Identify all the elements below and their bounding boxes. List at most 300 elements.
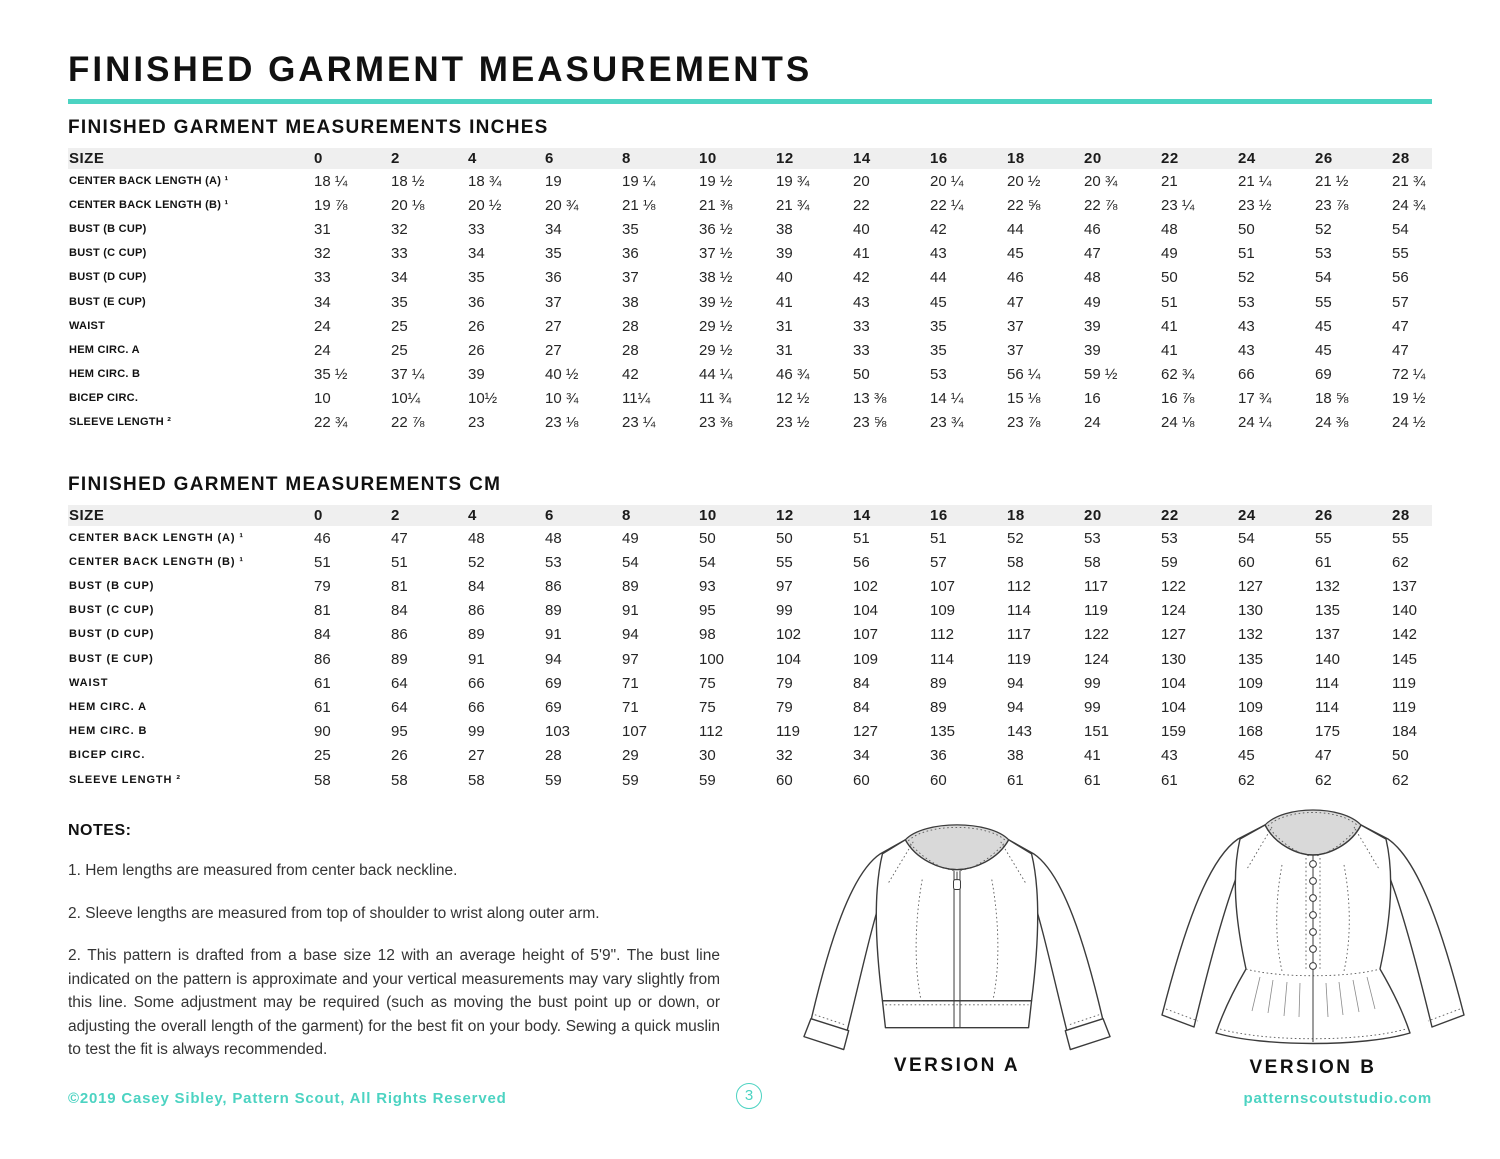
footer-website: patternscoutstudio.com bbox=[1243, 1090, 1432, 1107]
size-header-cell: 16 bbox=[929, 148, 1006, 169]
measurement-cell: 61 bbox=[1084, 771, 1101, 789]
measurement-cell: 21 ¾ bbox=[776, 196, 810, 214]
measurement-cell: 46 bbox=[314, 529, 331, 547]
measurement-cell: 43 bbox=[1238, 317, 1255, 335]
measurement-cell: 114 bbox=[930, 650, 954, 668]
measurement-cell: 47 bbox=[391, 529, 408, 547]
measurement-cell: 69 bbox=[545, 698, 562, 716]
measurement-cell: 52 bbox=[1238, 269, 1255, 287]
measurement-cell: 42 bbox=[930, 220, 947, 238]
size-header-cell: 28 bbox=[1391, 505, 1432, 526]
measurement-cell: 39 bbox=[776, 245, 793, 263]
measurement-cell: 34 bbox=[853, 747, 870, 765]
row-label: BUST (C CUP) bbox=[69, 247, 147, 260]
measurement-cell: 43 bbox=[853, 293, 870, 311]
measurement-cell: 35 bbox=[930, 317, 947, 335]
measurement-cell: 48 bbox=[545, 529, 562, 547]
row-label: HEM CIRC. B bbox=[69, 725, 148, 738]
measurement-row bbox=[68, 671, 1432, 695]
size-header-cell: 20 bbox=[1083, 505, 1160, 526]
measurement-cell: 59 bbox=[545, 771, 562, 789]
measurement-cell: 19 bbox=[545, 172, 562, 190]
measurement-cell: 35 ½ bbox=[314, 366, 348, 384]
measurement-cell: 34 bbox=[468, 245, 485, 263]
measurement-cell: 104 bbox=[1161, 698, 1187, 716]
row-label: WAIST bbox=[69, 319, 106, 332]
measurement-cell: 38 bbox=[1007, 747, 1024, 765]
measurement-cell: 37 ¼ bbox=[391, 366, 425, 384]
measurement-row bbox=[68, 695, 1432, 719]
measurement-cell: 23 ⅜ bbox=[699, 414, 733, 432]
measurement-cell: 28 bbox=[545, 747, 562, 765]
measurement-cell: 91 bbox=[622, 602, 639, 620]
measurement-cell: 32 bbox=[314, 245, 331, 263]
inches-measurement-table bbox=[68, 148, 1432, 435]
measurement-cell: 58 bbox=[314, 771, 331, 789]
measurement-cell: 22 ¾ bbox=[314, 414, 348, 432]
size-header-cell: 24 bbox=[1237, 148, 1314, 169]
measurement-cell: 61 bbox=[314, 674, 331, 692]
size-header-cell: 0 bbox=[313, 505, 390, 526]
measurement-cell: 51 bbox=[1238, 245, 1255, 263]
measurement-cell: 36 bbox=[622, 245, 639, 263]
measurement-cell: 20 ½ bbox=[1007, 172, 1041, 190]
measurement-cell: 33 bbox=[468, 220, 485, 238]
size-header-cell: 18 bbox=[1006, 505, 1083, 526]
measurement-cell: 109 bbox=[1238, 698, 1264, 716]
measurement-cell: 28 bbox=[622, 341, 639, 359]
measurement-row bbox=[68, 169, 1432, 193]
measurement-cell: 107 bbox=[930, 578, 956, 596]
measurement-row bbox=[68, 647, 1432, 671]
measurement-cell: 51 bbox=[314, 553, 331, 571]
measurement-cell: 81 bbox=[314, 602, 331, 620]
measurement-cell: 50 bbox=[1392, 747, 1409, 765]
measurement-cell: 24 ⅜ bbox=[1315, 414, 1349, 432]
measurement-cell: 22 ⅝ bbox=[1007, 196, 1041, 214]
measurement-cell: 117 bbox=[1084, 578, 1108, 596]
measurement-row bbox=[68, 526, 1432, 550]
measurement-cell: 11 ¾ bbox=[699, 390, 732, 408]
measurement-cell: 62 bbox=[1392, 771, 1409, 789]
measurement-cell: 69 bbox=[545, 674, 562, 692]
measurement-cell: 56 ¼ bbox=[1007, 366, 1041, 384]
measurement-cell: 119 bbox=[1084, 602, 1108, 620]
measurement-cell: 132 bbox=[1238, 626, 1264, 644]
measurement-cell: 79 bbox=[776, 674, 793, 692]
measurement-cell: 39 bbox=[1084, 317, 1101, 335]
measurement-cell: 24 ¼ bbox=[1238, 414, 1272, 432]
measurement-cell: 57 bbox=[930, 553, 947, 571]
row-label: HEM CIRC. A bbox=[69, 343, 140, 356]
measurement-row bbox=[68, 314, 1432, 338]
measurement-cell: 98 bbox=[699, 626, 716, 644]
page-title: FINISHED GARMENT MEASUREMENTS bbox=[68, 50, 813, 89]
size-header-cell: 10 bbox=[698, 148, 775, 169]
size-header-cell: 14 bbox=[852, 148, 929, 169]
measurement-cell: 60 bbox=[930, 771, 947, 789]
version-a-label: VERSION A bbox=[893, 1054, 1021, 1076]
measurement-cell: 30 bbox=[699, 747, 716, 765]
measurement-cell: 53 bbox=[1161, 529, 1178, 547]
measurement-cell: 14 ¼ bbox=[930, 390, 964, 408]
measurement-cell: 41 bbox=[1084, 747, 1101, 765]
measurement-cell: 54 bbox=[1392, 220, 1409, 238]
size-header-cell: 16 bbox=[929, 505, 1006, 526]
size-header-cell: 14 bbox=[852, 505, 929, 526]
measurement-cell: 20 ½ bbox=[468, 196, 502, 214]
version-a-illustration bbox=[793, 810, 1121, 1077]
measurement-cell: 50 bbox=[1161, 269, 1178, 287]
measurement-cell: 66 bbox=[468, 698, 485, 716]
measurement-row bbox=[68, 768, 1432, 792]
measurement-cell: 130 bbox=[1161, 650, 1187, 668]
measurement-cell: 10½ bbox=[468, 390, 498, 408]
note-item: 2. Sleeve lengths are measured from top of shoulder to wrist along outer arm. bbox=[68, 904, 600, 922]
measurement-cell: 16 ⅞ bbox=[1161, 390, 1195, 408]
measurement-cell: 48 bbox=[1161, 220, 1178, 238]
measurement-cell: 109 bbox=[930, 602, 956, 620]
measurement-cell: 51 bbox=[1161, 293, 1178, 311]
measurement-cell: 58 bbox=[1084, 553, 1101, 571]
row-label: CENTER BACK LENGTH (B) ¹ bbox=[69, 198, 229, 211]
measurement-cell: 127 bbox=[1238, 578, 1264, 596]
measurement-cell: 39 bbox=[1084, 341, 1101, 359]
measurement-cell: 119 bbox=[1392, 698, 1416, 716]
measurement-cell: 64 bbox=[391, 698, 408, 716]
measurement-cell: 47 bbox=[1392, 341, 1409, 359]
row-label: BUST (D CUP) bbox=[69, 271, 147, 284]
measurement-cell: 58 bbox=[468, 771, 485, 789]
measurement-cell: 91 bbox=[468, 650, 485, 668]
size-header-cell: 24 bbox=[1237, 505, 1314, 526]
measurement-cell: 22 ¼ bbox=[930, 196, 964, 214]
row-label: CENTER BACK LENGTH (A) ¹ bbox=[69, 174, 229, 187]
measurement-cell: 168 bbox=[1238, 723, 1264, 741]
measurement-cell: 55 bbox=[1392, 245, 1409, 263]
measurement-cell: 145 bbox=[1392, 650, 1418, 668]
measurement-cell: 60 bbox=[776, 771, 793, 789]
measurement-cell: 57 bbox=[1392, 293, 1409, 311]
measurement-cell: 47 bbox=[1007, 293, 1024, 311]
measurement-cell: 27 bbox=[545, 341, 562, 359]
measurement-cell: 21 bbox=[1161, 172, 1178, 190]
measurement-cell: 40 ½ bbox=[545, 366, 579, 384]
measurement-cell: 34 bbox=[314, 293, 331, 311]
measurement-cell: 94 bbox=[1007, 698, 1024, 716]
measurement-cell: 61 bbox=[314, 698, 331, 716]
measurement-cell: 44 bbox=[1007, 220, 1024, 238]
measurement-cell: 61 bbox=[1161, 771, 1178, 789]
measurement-row bbox=[68, 242, 1432, 266]
measurement-cell: 31 bbox=[776, 317, 793, 335]
measurement-row bbox=[68, 550, 1432, 574]
measurement-cell: 45 bbox=[1315, 341, 1332, 359]
measurement-cell: 12 ½ bbox=[776, 390, 810, 408]
measurement-cell: 86 bbox=[468, 602, 485, 620]
measurement-row bbox=[68, 387, 1432, 411]
measurement-cell: 24 ¾ bbox=[1392, 196, 1426, 214]
size-header-cell: 12 bbox=[775, 148, 852, 169]
measurement-cell: 40 bbox=[853, 220, 870, 238]
measurement-cell: 84 bbox=[853, 698, 870, 716]
measurement-cell: 55 bbox=[1315, 529, 1332, 547]
measurement-cell: 132 bbox=[1315, 578, 1341, 596]
measurement-cell: 29 ½ bbox=[699, 341, 733, 359]
measurement-cell: 100 bbox=[699, 650, 725, 668]
measurement-cell: 135 bbox=[930, 723, 956, 741]
measurement-cell: 35 bbox=[622, 220, 639, 238]
measurement-cell: 112 bbox=[1007, 578, 1031, 596]
measurement-cell: 24 bbox=[1084, 414, 1101, 432]
measurement-cell: 54 bbox=[622, 553, 639, 571]
measurement-cell: 38 bbox=[622, 293, 639, 311]
measurement-cell: 69 bbox=[1315, 366, 1332, 384]
measurement-cell: 109 bbox=[853, 650, 879, 668]
measurement-cell: 72 ¼ bbox=[1392, 366, 1426, 384]
measurement-cell: 19 ⅞ bbox=[314, 196, 348, 214]
measurement-row bbox=[68, 193, 1432, 217]
measurement-cell: 24 bbox=[314, 317, 331, 335]
row-label: BUST (B CUP) bbox=[69, 580, 155, 593]
row-label: BUST (B CUP) bbox=[69, 222, 147, 235]
measurement-cell: 89 bbox=[930, 698, 947, 716]
row-label: WAIST bbox=[69, 676, 109, 689]
measurement-cell: 71 bbox=[622, 674, 639, 692]
measurement-cell: 13 ⅜ bbox=[853, 390, 887, 408]
measurement-cell: 33 bbox=[314, 269, 331, 287]
measurement-cell: 26 bbox=[468, 317, 485, 335]
measurement-cell: 97 bbox=[622, 650, 639, 668]
footer-copyright: ©2019 Casey Sibley, Pattern Scout, All Rights Reserved bbox=[68, 1090, 507, 1107]
measurement-cell: 10¼ bbox=[391, 390, 421, 408]
measurement-cell: 35 bbox=[468, 269, 485, 287]
note-item: 2. This pattern is drafted from a base size 12 with an average height of 5'9". The bust line indicated on the pattern is approximate and your vertical measurements may vary slightly from this line. Some adjustment may be required (such as moving the bust point up or down, or adjusting the overall length of the garment) for the best fit on your body. Sewing a quick muslin to test the fit is always recommended. bbox=[68, 947, 720, 1059]
version-b-label: VERSION B bbox=[1249, 1057, 1377, 1078]
size-header-cell: 0 bbox=[313, 148, 390, 169]
measurement-cell: 58 bbox=[391, 771, 408, 789]
measurement-cell: 71 bbox=[622, 698, 639, 716]
measurement-cell: 26 bbox=[468, 341, 485, 359]
measurement-cell: 81 bbox=[391, 578, 408, 596]
measurement-cell: 51 bbox=[930, 529, 947, 547]
measurement-cell: 55 bbox=[776, 553, 793, 571]
size-header-cell: 20 bbox=[1083, 148, 1160, 169]
size-header-cell: 26 bbox=[1314, 505, 1391, 526]
measurement-cell: 124 bbox=[1084, 650, 1110, 668]
measurement-cell: 23 bbox=[468, 414, 485, 432]
measurement-cell: 28 bbox=[622, 317, 639, 335]
row-label: BUST (C CUP) bbox=[69, 604, 155, 617]
size-header-cell: 4 bbox=[467, 148, 544, 169]
size-header-cell: 4 bbox=[467, 505, 544, 526]
measurement-cell: 48 bbox=[468, 529, 485, 547]
measurement-cell: 38 bbox=[776, 220, 793, 238]
size-header-row bbox=[68, 148, 1432, 169]
measurement-cell: 90 bbox=[314, 723, 331, 741]
measurement-cell: 89 bbox=[930, 674, 947, 692]
measurement-cell: 35 bbox=[545, 245, 562, 263]
measurement-cell: 99 bbox=[468, 723, 485, 741]
measurement-cell: 60 bbox=[853, 771, 870, 789]
size-header-cell: 2 bbox=[390, 148, 467, 169]
measurement-cell: 41 bbox=[853, 245, 870, 263]
measurement-cell: 46 ¾ bbox=[776, 366, 810, 384]
measurement-cell: 19 ¼ bbox=[622, 172, 656, 190]
measurement-cell: 45 bbox=[1007, 245, 1024, 263]
measurement-cell: 59 bbox=[622, 771, 639, 789]
measurement-row bbox=[68, 290, 1432, 314]
measurement-cell: 114 bbox=[1315, 674, 1339, 692]
note-item: 1. Hem lengths are measured from center back neckline. bbox=[68, 862, 458, 880]
measurement-cell: 18 ⅝ bbox=[1315, 390, 1349, 408]
measurement-cell: 62 ¾ bbox=[1161, 366, 1195, 384]
measurement-cell: 35 bbox=[930, 341, 947, 359]
measurement-cell: 103 bbox=[545, 723, 571, 741]
measurement-cell: 55 bbox=[1315, 293, 1332, 311]
measurement-cell: 107 bbox=[622, 723, 648, 741]
measurement-cell: 114 bbox=[1315, 698, 1339, 716]
measurement-cell: 32 bbox=[776, 747, 793, 765]
measurement-cell: 112 bbox=[699, 723, 723, 741]
measurement-cell: 95 bbox=[699, 602, 716, 620]
measurement-cell: 102 bbox=[776, 626, 802, 644]
measurement-cell: 109 bbox=[1238, 674, 1264, 692]
measurement-cell: 135 bbox=[1315, 602, 1341, 620]
measurement-cell: 143 bbox=[1007, 723, 1033, 741]
measurement-cell: 112 bbox=[930, 626, 954, 644]
measurement-cell: 107 bbox=[853, 626, 879, 644]
measurement-cell: 19 ½ bbox=[699, 172, 733, 190]
measurement-cell: 43 bbox=[930, 245, 947, 263]
measurement-cell: 52 bbox=[468, 553, 485, 571]
measurement-cell: 75 bbox=[699, 674, 716, 692]
measurement-cell: 46 bbox=[1007, 269, 1024, 287]
size-header-cell: 6 bbox=[544, 505, 621, 526]
measurement-cell: 23 ¼ bbox=[622, 414, 656, 432]
size-header-cell: 6 bbox=[544, 148, 621, 169]
size-header-cell: 8 bbox=[621, 148, 698, 169]
measurement-cell: 56 bbox=[1392, 269, 1409, 287]
size-header-cell: 12 bbox=[775, 505, 852, 526]
measurement-cell: 124 bbox=[1161, 602, 1187, 620]
measurement-cell: 184 bbox=[1392, 723, 1418, 741]
measurement-cell: 22 ⅞ bbox=[1084, 196, 1118, 214]
measurement-cell: 159 bbox=[1161, 723, 1187, 741]
measurement-cell: 32 bbox=[391, 220, 408, 238]
measurement-cell: 50 bbox=[699, 529, 716, 547]
measurement-cell: 25 bbox=[314, 747, 331, 765]
measurement-cell: 130 bbox=[1238, 602, 1264, 620]
measurement-cell: 19 ¾ bbox=[776, 172, 810, 190]
size-header-cell: 22 bbox=[1160, 505, 1237, 526]
button-front-peplum-jacket-drawing bbox=[1148, 797, 1478, 1055]
measurement-cell: 47 bbox=[1084, 245, 1101, 263]
row-label: HEM CIRC. A bbox=[69, 700, 147, 713]
measurement-cell: 43 bbox=[1238, 341, 1255, 359]
measurement-cell: 52 bbox=[1315, 220, 1332, 238]
measurement-cell: 23 ⅞ bbox=[1315, 196, 1349, 214]
size-header-cell: 28 bbox=[1391, 148, 1432, 169]
measurement-cell: 64 bbox=[391, 674, 408, 692]
measurement-cell: 20 ¾ bbox=[545, 196, 579, 214]
measurement-cell: 18 ¼ bbox=[314, 172, 348, 190]
measurement-cell: 15 ⅛ bbox=[1007, 390, 1041, 408]
measurement-cell: 23 ½ bbox=[776, 414, 810, 432]
measurement-cell: 24 ½ bbox=[1392, 414, 1426, 432]
measurement-cell: 17 ¾ bbox=[1238, 390, 1272, 408]
measurement-cell: 50 bbox=[1238, 220, 1255, 238]
measurement-cell: 79 bbox=[776, 698, 793, 716]
measurement-cell: 89 bbox=[391, 650, 408, 668]
measurement-row bbox=[68, 623, 1432, 647]
measurement-cell: 122 bbox=[1161, 578, 1187, 596]
measurement-cell: 52 bbox=[1007, 529, 1024, 547]
measurement-cell: 62 bbox=[1315, 771, 1332, 789]
measurement-cell: 46 bbox=[1084, 220, 1101, 238]
measurement-cell: 94 bbox=[1007, 674, 1024, 692]
measurement-cell: 86 bbox=[391, 626, 408, 644]
measurement-cell: 97 bbox=[776, 578, 793, 596]
measurement-cell: 127 bbox=[1161, 626, 1187, 644]
measurement-cell: 84 bbox=[468, 578, 485, 596]
measurement-cell: 27 bbox=[468, 747, 485, 765]
measurement-cell: 39 bbox=[468, 366, 485, 384]
measurement-cell: 21 ¾ bbox=[1392, 172, 1426, 190]
measurement-cell: 50 bbox=[853, 366, 870, 384]
measurement-cell: 44 ¼ bbox=[699, 366, 733, 384]
measurement-row bbox=[68, 599, 1432, 623]
measurement-cell: 104 bbox=[1161, 674, 1187, 692]
row-label: BUST (E CUP) bbox=[69, 652, 154, 665]
measurement-cell: 33 bbox=[391, 245, 408, 263]
notes-list bbox=[68, 859, 720, 1062]
measurement-cell: 84 bbox=[391, 602, 408, 620]
measurement-cell: 104 bbox=[776, 650, 802, 668]
measurement-cell: 37 bbox=[545, 293, 562, 311]
size-column-label: SIZE bbox=[68, 148, 313, 169]
measurement-cell: 39 ½ bbox=[699, 293, 733, 311]
notes-heading: NOTES: bbox=[68, 822, 132, 840]
cm-table-title: FINISHED GARMENT MEASUREMENTS CM bbox=[68, 474, 502, 496]
measurement-cell: 43 bbox=[1161, 747, 1178, 765]
measurement-cell: 47 bbox=[1392, 317, 1409, 335]
measurement-cell: 27 bbox=[545, 317, 562, 335]
measurement-cell: 119 bbox=[1392, 674, 1416, 692]
measurement-cell: 36 bbox=[930, 747, 947, 765]
measurement-cell: 23 ¼ bbox=[1161, 196, 1195, 214]
measurement-cell: 45 bbox=[930, 293, 947, 311]
measurement-row bbox=[68, 338, 1432, 362]
size-header-cell: 26 bbox=[1314, 148, 1391, 169]
measurement-cell: 114 bbox=[1007, 602, 1031, 620]
measurement-cell: 89 bbox=[622, 578, 639, 596]
measurement-cell: 24 ⅛ bbox=[1161, 414, 1195, 432]
size-header-row bbox=[68, 505, 1432, 526]
measurement-cell: 21 ⅛ bbox=[622, 196, 656, 214]
measurement-cell: 25 bbox=[391, 341, 408, 359]
measurement-cell: 45 bbox=[1315, 317, 1332, 335]
measurement-cell: 135 bbox=[1238, 650, 1264, 668]
measurement-cell: 95 bbox=[391, 723, 408, 741]
measurement-row bbox=[68, 411, 1432, 435]
measurement-cell: 84 bbox=[314, 626, 331, 644]
measurement-cell: 61 bbox=[1315, 553, 1332, 571]
measurement-cell: 54 bbox=[1238, 529, 1255, 547]
measurement-cell: 127 bbox=[853, 723, 879, 741]
measurement-cell: 142 bbox=[1392, 626, 1418, 644]
measurement-row bbox=[68, 744, 1432, 768]
